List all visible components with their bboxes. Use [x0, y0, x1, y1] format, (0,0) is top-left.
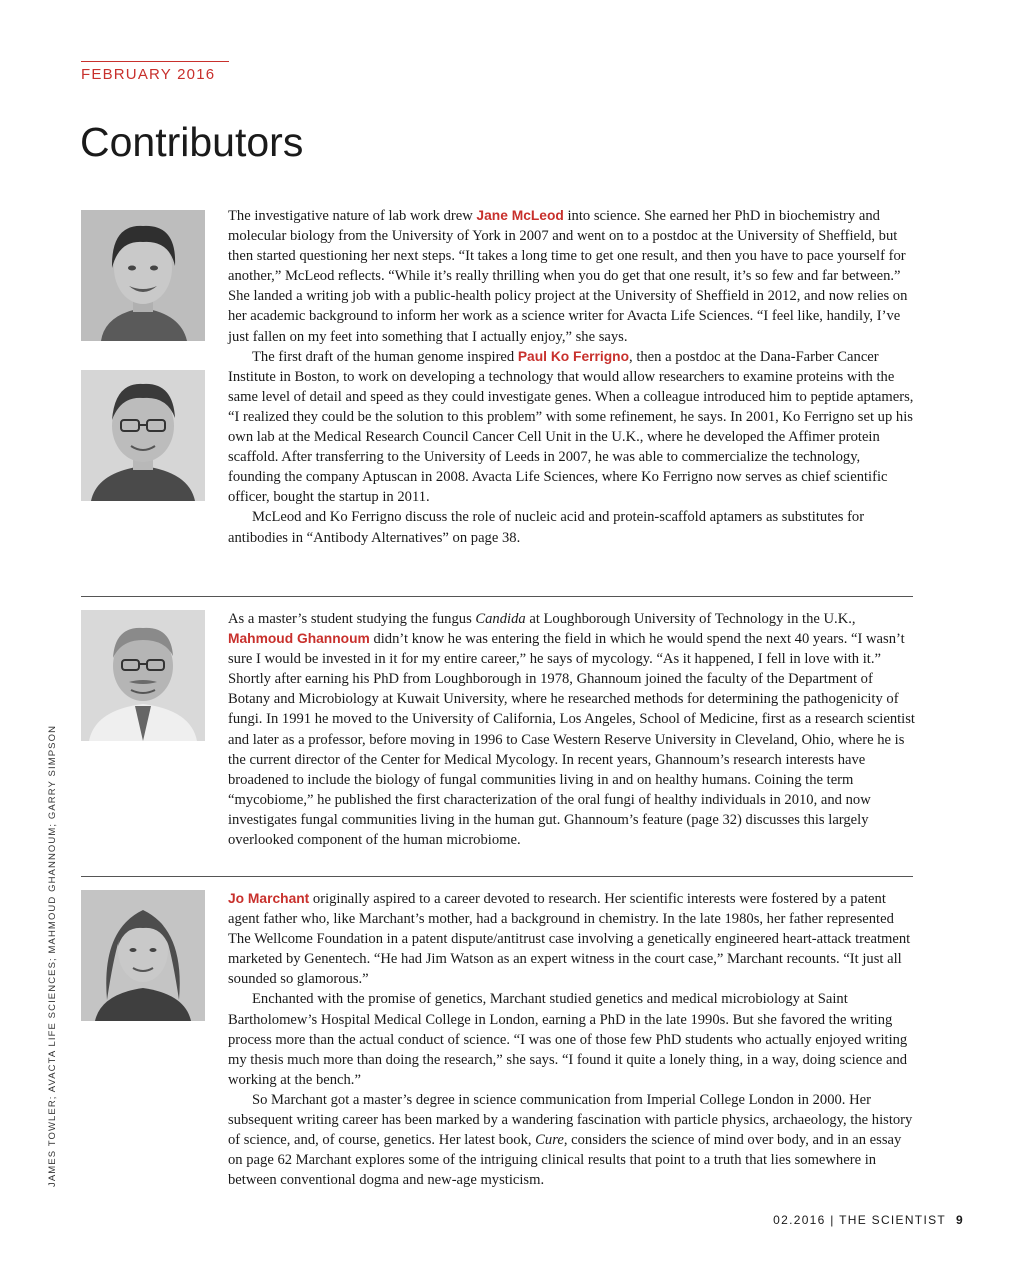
- paragraph: The investigative nature of lab work drew Jane McLeod into science. She earned her PhD in biochemistry and molecular biology from the University of York in 2007 and went on to a postdoc at the University of Sheffield, but then started questioning her next steps. “It takes a long time to get one result, and then you have to pace yourself for another,” McLeod reflects. “While it’s really thrilling when you do get that one result, it’s so few and far between.” She landed a writing job with a public-health policy project at the University of Sheffield in 2012, and now relies on her academic background to inform her work as a science writer for Avacta Life Sciences. “I feel like, handily, I’ve just fallen on my feet into something that I actually enjoy,” she says.: [228, 208, 908, 345]
- section-divider: [81, 596, 913, 597]
- paragraph: The first draft of the human genome inspired Paul Ko Ferrigno, then a postdoc at the Dana-Farber Cancer Institute in Boston, to work on developing a technology that would allow researchers to examine proteins with the same level of detail and speed as they could investigate genes. When a colleague introduced him to peptide aptamers, “I realized they could be the solution to this problem” with some refinement, he says. In 2001, Ko Ferrigno set up his own lab at the Medical Research Council Cancer Cell Unit in the U.K., where he developed the Affimer protein scaffold. After transferring to the University of Leeds in 2007, he was able to commercialize the technology, founding the company Aptuscan in 2008. Avacta Life Sciences, where Ko Ferrigno now serves as chief scientific officer, bought the startup in 2011.: [228, 348, 914, 506]
- header-rule: [81, 61, 229, 62]
- portrait-photo-icon: [81, 610, 205, 741]
- contributor-entry-mcleod-ko-ferrigno: [228, 206, 916, 548]
- photo-credit: JAMES TOWLER; AVACTA LIFE SCIENCES; MAHMOUD GHANNOUM; GARRY SIMPSON: [47, 724, 58, 1187]
- paragraph: Jo Marchant originally aspired to a career devoted to research. Her scientific interests were fostered by a patent agent father who, like Marchant’s mother, had a background in chemistry. In the late 1980s, her father represented The Wellcome Foundation in a patent dispute/antitrust case involving a genetically engineered heart-attack treatment marketed by Genentech. “He had Jim Watson as an expert witness in the court case,” Marchant recounts. “It just all sounded so glamorous.”: [228, 891, 911, 988]
- portrait-photo-icon: [81, 210, 205, 341]
- contributor-name: Jo Marchant: [228, 891, 310, 906]
- contributor-entry-ghannoum: [228, 609, 916, 850]
- contributor-entry-marchant: [228, 889, 916, 1190]
- issue-date: FEBRUARY 2016: [81, 66, 216, 83]
- section-divider: [81, 876, 913, 877]
- portrait-photo-icon: [81, 890, 205, 1021]
- portrait-paul-ko-ferrigno: [81, 370, 205, 501]
- page-title: Contributors: [80, 119, 304, 165]
- contributor-name: Jane McLeod: [476, 208, 564, 223]
- contributor-name: Paul Ko Ferrigno: [517, 348, 630, 364]
- portrait-mahmoud-ghannoum: [81, 610, 205, 741]
- contributor-name: Mahmoud Ghannoum: [228, 631, 370, 647]
- portrait-jane-mcleod: [81, 210, 205, 341]
- page-number: 9: [956, 1213, 964, 1227]
- paragraph: So Marchant got a master’s degree in science communication from Imperial College London in 2000. Her subsequent writing career has been marked by a wandering fascination with particle physics, archaeology, the history of science, and, of course, genetics. Her latest book, Cure, considers the science of mind over body, and in an essay on page 62 Marchant explores some of the intriguing clinical results that point to a truth that lies somewhere in between conventional dogma and new-age mysticism.: [228, 1091, 913, 1189]
- portrait-photo-icon: [81, 370, 205, 501]
- footer-issue: 02.2016 | THE SCIENTIST: [773, 1213, 947, 1227]
- page-footer: [773, 1213, 964, 1227]
- paragraph: Enchanted with the promise of genetics, Marchant studied genetics and medical microbiology at Saint Bartholomew’s Hospital Medical College in London, earning a PhD in the late 1990s. But she favored the writing process more than the actual conduct of science. “I was one of those few PhD students who actually enjoyed writing my thesis much more than doing the research,” she says. “I found it quite a lonely thing, in a way, doing science and working at the bench.”: [228, 991, 908, 1088]
- portrait-jo-marchant: [81, 890, 205, 1021]
- paragraph: As a master’s student studying the fungus Candida at Loughborough University of Technology in the U.K., Mahmoud Ghannoum didn’t know he was entering the field in which he would spend the next 40 years. “I wasn’t sure I would be invested in it for my entire career,” he says of mycology. “As it happened, I fell in love with it.” Shortly after earning his PhD from Loughborough in 1978, Ghannoum joined the faculty of the Department of Botany and Microbiology at Kuwait University, where he researched methods for determining the pathogenicity of fungi. In 1991 he moved to the University of California, Los Angeles, School of Medicine, first as a research scientist and later as a professor, before moving in 1996 to Case Western Reserve University in Cleveland, Ohio, where he is the current director of the Center for Medical Mycology. In recent years, Ghannoum’s research interests have broadened to include the biology of fungal communities living in and on healthy humans. Coining the term “mycobiome,” he published the first characterization of the oral fungi of healthy individuals in 2010, and now investigates fungal communities living in the human gut. Ghannoum’s feature (page 32) discusses this largely overlooked component of the human microbiome.: [228, 611, 915, 849]
- paragraph: McLeod and Ko Ferrigno discuss the role of nucleic acid and protein-scaffold aptamers as substitutes for antibodies in “Antibody Alternatives” on page 38.: [228, 509, 865, 546]
